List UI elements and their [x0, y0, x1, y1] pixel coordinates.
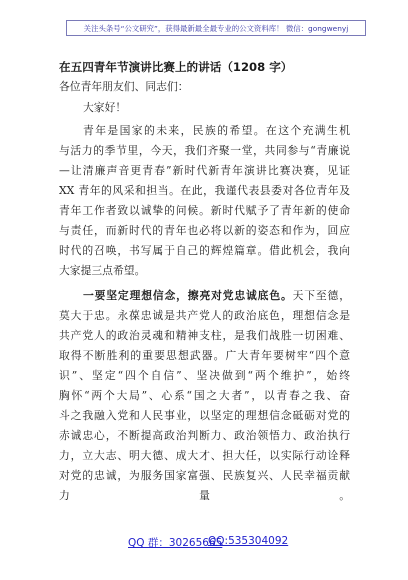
body-line: 取得不断胜利的重要思想武器。广大青年要树牢“四个意 — [59, 349, 350, 362]
body-line: —让清廉声音更青春”新时代新青年演讲比赛决赛，见证 — [59, 164, 350, 177]
body-line: 青年工作者致以诚挚的问候。新时代赋予了青年新的使命 — [59, 204, 350, 217]
greeting: 各位青年朋友们、同志们： — [59, 80, 189, 93]
body-line: 莫大于忠。永葆忠诚是共产党人的政治底色，理想信念是 — [59, 309, 350, 322]
qq-contact-link[interactable]: QQ:535304092 — [208, 535, 289, 547]
section-heading-line — [83, 289, 350, 303]
body-line: 与活力的季节里，今天，我们齐聚一堂，共同参与“青廉说 — [59, 144, 350, 157]
body-line: 对党的忠诚，为服务国家富强、民族复兴、人民幸福贡献 — [59, 469, 350, 482]
body-line: 共产党人的政治灵魂和精神支柱，是我们战胜一切困难、 — [59, 329, 350, 342]
body-line: 时代的召唤，书写属于自己的辉煌篇章。借此机会，我向 — [59, 244, 350, 257]
body-line: 大家提三点希望。 — [59, 264, 146, 277]
salutation: 大家好！ — [83, 101, 127, 114]
promo-header-banner: 关注头条号“公文研究”，获得最新最全最专业的公文资料库！ 微信：gongwenyj — [66, 20, 366, 36]
body-line: 力量。 — [59, 489, 350, 502]
qq-group-link[interactable]: QQ 群：30265665 — [128, 537, 223, 549]
body-line: 斗之我融入党和人民事业，以坚定的理想信念砥砺对党的 — [59, 409, 350, 422]
body-line: 力，立大志、明大德、成大才、担大任，以实际行动诠释 — [59, 449, 350, 462]
section-text: 天下至德， — [292, 289, 351, 302]
body-line: 识”、坚定“四个自信”、坚决做到“两个维护”，始终 — [59, 369, 350, 382]
body-line: XX 青年的风采和担当。在此，我谨代表县委对各位青年及 — [59, 184, 350, 197]
contact-footer — [0, 535, 408, 551]
body-line: 青年是国家的未来，民族的希望。在这个充满生机 — [83, 124, 350, 137]
body-line: 赤诚忠心，不断提高政治判断力、政治领悟力、政治执行 — [59, 429, 350, 442]
document-title: 在五四青年节演讲比赛上的讲话（1208 字） — [59, 60, 293, 74]
body-line: 胸怀“两个大局”、心系“国之大者”，以青春之我、奋 — [59, 389, 350, 402]
section-heading: 一要坚定理想信念，擦亮对党忠诚底色。 — [83, 289, 293, 302]
body-line: 与责任，而新时代的青年也必将以新的姿态和作为，回应 — [59, 224, 350, 237]
